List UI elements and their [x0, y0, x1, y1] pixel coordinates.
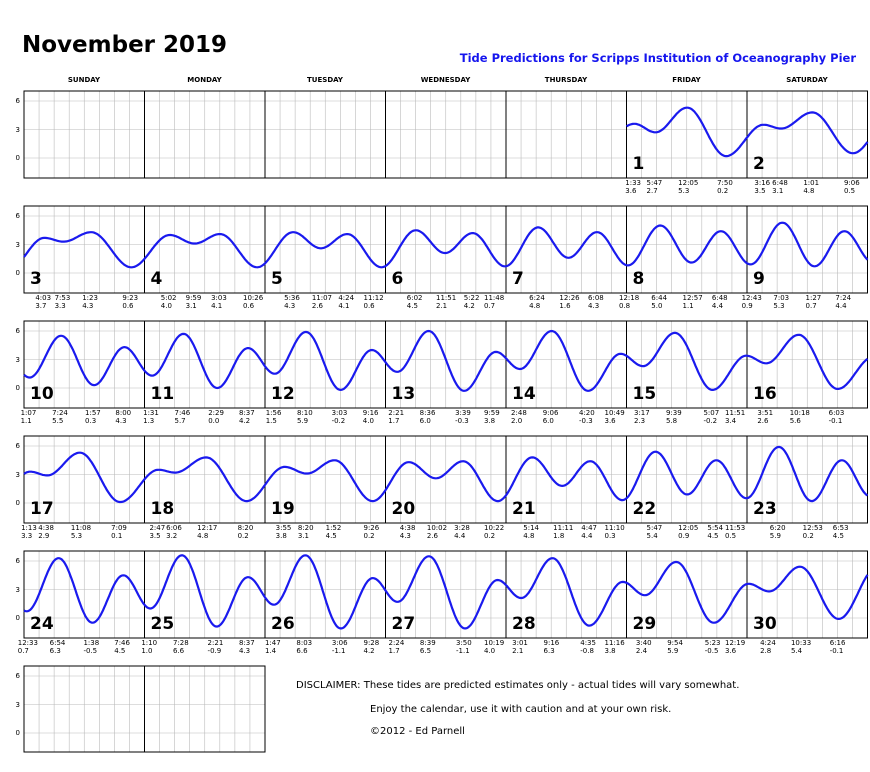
- y-tick-label: 6: [15, 327, 20, 335]
- tide-height: 5.6: [789, 417, 801, 425]
- tide-time: 3:39: [455, 409, 471, 417]
- tide-time: 3:51: [757, 409, 774, 417]
- tide-height: 5.4: [646, 532, 658, 540]
- tide-height: 5.5: [52, 417, 64, 425]
- tide-time: 4:38: [38, 524, 54, 532]
- tide-time: 5:36: [284, 294, 300, 302]
- tide-height: 0.7: [17, 647, 29, 655]
- tide-height: 3.6: [725, 647, 737, 655]
- tide-time: 1:07: [20, 409, 37, 417]
- tide-height: 4.3: [588, 302, 600, 310]
- tide-time: 6:44: [651, 294, 668, 302]
- tide-time: 1:38: [83, 639, 100, 647]
- tide-height: 0.0: [208, 417, 220, 425]
- day-number: 9: [753, 269, 765, 289]
- tide-time: 6:02: [406, 294, 423, 302]
- tide-height: 4.5: [707, 532, 719, 540]
- tide-time: 9:16: [543, 639, 560, 647]
- tide-time: 5:23: [704, 639, 721, 647]
- tide-time: 6:24: [529, 294, 545, 302]
- tide-height: 2.1: [435, 302, 448, 310]
- tide-time: 7:24: [52, 409, 68, 417]
- tide-time: 1:01: [803, 179, 820, 187]
- tide-height: 4.5: [406, 302, 418, 310]
- y-tick-label: 3: [15, 240, 20, 249]
- tide-time: 9:06: [542, 409, 559, 417]
- tide-height: 5.9: [769, 532, 781, 540]
- tide-height: 6.6: [172, 647, 185, 655]
- tide-time: 7:46: [174, 409, 191, 417]
- tide-height: 4.8: [197, 532, 209, 540]
- tide-time: 1:31: [143, 409, 159, 417]
- tide-time: 4:38: [399, 524, 416, 532]
- tide-time: 7:09: [111, 524, 127, 532]
- tide-time: 3:40: [635, 639, 652, 647]
- tide-time: 5:14: [523, 524, 539, 532]
- tide-height: 4.1: [211, 302, 223, 310]
- tide-time: 7:50: [717, 179, 733, 187]
- tide-time: 5:07: [703, 409, 720, 417]
- tide-time: 7:24: [835, 294, 852, 302]
- tide-height: 0.9: [741, 302, 753, 310]
- tide-time: 9:26: [363, 524, 380, 532]
- tide-time: 1:10: [141, 639, 158, 647]
- tide-time: 4:35: [580, 639, 596, 647]
- tide-time: 5:22: [463, 294, 480, 302]
- tide-height: 3.8: [484, 417, 496, 425]
- tide-height: 4.8: [529, 302, 541, 310]
- tide-time: 11:48: [484, 294, 505, 302]
- tide-height: 6.3: [543, 647, 555, 655]
- day-number: 23: [753, 499, 777, 519]
- tide-height: 0.6: [243, 302, 255, 310]
- tide-time: 3:01: [512, 639, 528, 647]
- tide-time: 4:24: [760, 639, 776, 647]
- day-number: 18: [150, 499, 175, 519]
- tide-height: 5.3: [773, 302, 785, 310]
- tide-height: 0.3: [85, 417, 97, 425]
- tide-height: 4.1: [338, 302, 350, 310]
- day-number: 17: [30, 499, 54, 519]
- tide-height: 4.8: [803, 187, 815, 195]
- tide-height: 4.2: [363, 647, 375, 655]
- tide-height: 5.4: [790, 647, 803, 655]
- tide-time: 2:47: [149, 524, 166, 532]
- tide-height: 6.0: [419, 417, 431, 425]
- y-tick-label: 0: [15, 499, 20, 507]
- day-number: 15: [632, 384, 657, 404]
- day-number: 25: [150, 614, 175, 634]
- tide-time: 11:10: [604, 524, 625, 532]
- tide-height: -0.1: [828, 417, 843, 425]
- tide-time: 12:05: [678, 179, 699, 187]
- tide-height: 0.9: [678, 532, 690, 540]
- tide-time: 10:33: [790, 639, 812, 647]
- tide-time: 9:39: [665, 409, 682, 417]
- tide-height: 1.8: [553, 532, 565, 540]
- tide-height: 4.0: [160, 302, 172, 310]
- tide-time: 12:53: [802, 524, 823, 532]
- tide-time: 5:54: [707, 524, 724, 532]
- tide-time: 12:05: [678, 524, 699, 532]
- tide-height: 5.8: [665, 417, 678, 425]
- tide-height: 2.6: [426, 532, 439, 540]
- tide-time: 11:53: [725, 524, 746, 532]
- tide-height: 1.5: [265, 417, 277, 425]
- weekday-label: FRIDAY: [672, 76, 701, 84]
- y-tick-label: 0: [15, 384, 20, 392]
- tide-height: 4.4: [835, 302, 847, 310]
- tide-height: 2.8: [760, 647, 772, 655]
- y-tick-label: 3: [15, 355, 20, 364]
- tide-time: 9:59: [185, 294, 202, 302]
- tide-time: 6:20: [769, 524, 786, 532]
- tide-height: 0.6: [122, 302, 134, 310]
- day-number: 19: [271, 499, 295, 519]
- tide-height: 1.0: [141, 647, 153, 655]
- tide-time: 4:24: [338, 294, 355, 302]
- tide-time: 11:51: [725, 409, 746, 417]
- tide-time: 4:20: [579, 409, 595, 417]
- day-number: 7: [512, 269, 524, 289]
- y-tick-label: 0: [15, 269, 20, 277]
- tide-height: 2.4: [635, 647, 648, 655]
- tide-height: 1.7: [388, 417, 400, 425]
- tide-time: 8:10: [297, 409, 313, 417]
- tide-time: 11:51: [435, 294, 457, 302]
- tide-height: 3.7: [35, 302, 47, 310]
- day-number: 24: [30, 614, 54, 634]
- tide-time: 4:03: [35, 294, 52, 302]
- tide-height: 3.1: [297, 532, 309, 540]
- tide-time: 2:29: [208, 409, 224, 417]
- tide-height: -0.2: [703, 417, 718, 425]
- tide-time: 6:48: [772, 179, 788, 187]
- day-number: 12: [271, 384, 295, 404]
- tide-height: 0.7: [484, 302, 496, 310]
- day-number: 1: [632, 154, 645, 174]
- tide-height: 3.8: [275, 532, 287, 540]
- day-number: 22: [632, 499, 657, 519]
- tide-height: 4.5: [832, 532, 844, 540]
- tide-time: 1:57: [85, 409, 101, 417]
- tide-height: 4.4: [711, 302, 724, 310]
- tide-time: 9:28: [363, 639, 380, 647]
- tide-time: 12:33: [17, 639, 38, 647]
- tide-time: 1:52: [325, 524, 342, 532]
- tide-height: -0.3: [579, 417, 593, 425]
- day-number: 27: [391, 614, 416, 634]
- tide-height: 5.9: [297, 417, 309, 425]
- tide-height: 0.2: [717, 187, 729, 195]
- day-number: 16: [753, 384, 777, 404]
- y-tick-label: 3: [15, 585, 20, 594]
- usage-note: Enjoy the calendar, use it with caution and at your own risk.: [370, 704, 672, 715]
- tide-time: 6:08: [588, 294, 604, 302]
- tide-height: 3.6: [625, 187, 637, 195]
- tide-time: 8:20: [237, 524, 254, 532]
- day-number: 30: [753, 614, 777, 634]
- tide-height: 0.5: [843, 187, 856, 195]
- tide-height: 4.2: [239, 417, 251, 425]
- tide-time: 6:06: [166, 524, 182, 532]
- tide-height: 3.8: [604, 647, 616, 655]
- tide-height: 0.2: [237, 532, 249, 540]
- tide-time: 6:54: [49, 639, 66, 647]
- tide-height: -0.1: [829, 647, 844, 655]
- day-number: 3: [30, 269, 42, 289]
- tide-time: 1:23: [82, 294, 98, 302]
- tide-time: 10:19: [484, 639, 505, 647]
- tide-height: 3.1: [772, 187, 784, 195]
- tide-time: 2:21: [207, 639, 224, 647]
- day-number: 14: [512, 384, 536, 404]
- y-tick-label: 6: [15, 442, 20, 450]
- tide-time: 12:43: [741, 294, 762, 302]
- day-number: 26: [271, 614, 295, 634]
- tide-height: 4.0: [484, 647, 496, 655]
- weekday-label: WEDNESDAY: [420, 76, 471, 84]
- tide-height: 1.4: [264, 647, 277, 655]
- tide-time: 2:24: [388, 639, 405, 647]
- tide-time: 3:16: [754, 179, 771, 187]
- tide-time: 2:21: [388, 409, 405, 417]
- tide-height: -0.8: [580, 647, 594, 655]
- tide-time: 7:53: [54, 294, 71, 302]
- tide-time: 8:37: [239, 639, 255, 647]
- tide-time: 1:33: [625, 179, 642, 187]
- tide-height: 3.5: [754, 187, 766, 195]
- day-number: 29: [632, 614, 657, 634]
- tide-height: 4.2: [463, 302, 475, 310]
- tide-time: 3:50: [455, 639, 472, 647]
- tide-height: 6.3: [49, 647, 61, 655]
- y-tick-label: 0: [15, 154, 20, 162]
- tide-time: 8:36: [419, 409, 436, 417]
- tide-height: 4.3: [399, 532, 411, 540]
- tide-time: 10:18: [789, 409, 810, 417]
- tide-height: 4.8: [523, 532, 535, 540]
- tide-height: 6.0: [542, 417, 554, 425]
- tide-height: 1.1: [682, 302, 694, 310]
- tide-height: 4.4: [454, 532, 466, 540]
- tide-time: 9:06: [843, 179, 860, 187]
- weekday-label: THURSDAY: [544, 76, 588, 84]
- tide-time: 12:18: [619, 294, 640, 302]
- tide-time: 8:20: [297, 524, 314, 532]
- tide-time: 7:28: [172, 639, 189, 647]
- tide-height: 1.1: [20, 417, 32, 425]
- tide-height: 0.2: [802, 532, 814, 540]
- tide-time: 3:17: [633, 409, 650, 417]
- tide-height: 3.2: [166, 532, 178, 540]
- tide-time: 6:53: [832, 524, 849, 532]
- tide-time: 7:46: [114, 639, 130, 647]
- tide-height: 0.2: [484, 532, 496, 540]
- tide-time: 11:07: [311, 294, 332, 302]
- tide-time: 9:16: [362, 409, 379, 417]
- tide-time: 9:59: [484, 409, 500, 417]
- y-tick-label: 3: [15, 700, 20, 709]
- day-number: 2: [753, 154, 765, 174]
- tide-time: 5:47: [646, 179, 663, 187]
- weekday-label: SATURDAY: [786, 76, 828, 84]
- tide-height: 3.4: [725, 417, 737, 425]
- y-tick-label: 6: [15, 672, 20, 680]
- tide-time: 1:56: [265, 409, 282, 417]
- tide-time: 6:16: [829, 639, 846, 647]
- tide-time: 9:23: [122, 294, 139, 302]
- page-title: November 2019: [22, 32, 228, 58]
- tide-height: 2.9: [38, 532, 50, 540]
- tide-time: 11:12: [363, 294, 384, 302]
- tide-height: -0.2: [331, 417, 346, 425]
- y-tick-label: 0: [15, 614, 20, 622]
- tide-height: 4.3: [284, 302, 296, 310]
- tide-time: 4:47: [581, 524, 597, 532]
- tide-time: 11:16: [604, 639, 625, 647]
- tide-height: 1.6: [559, 302, 571, 310]
- tide-height: 3.1: [185, 302, 197, 310]
- y-tick-label: 0: [15, 729, 20, 737]
- tide-height: 4.5: [325, 532, 337, 540]
- tide-time: 9:54: [667, 639, 683, 647]
- tide-height: 0.5: [725, 532, 737, 540]
- tide-time: 3:55: [275, 524, 292, 532]
- day-number: 28: [512, 614, 536, 634]
- tide-height: 2.6: [757, 417, 769, 425]
- day-number: 20: [391, 499, 416, 519]
- tide-time: 10:49: [604, 409, 625, 417]
- y-tick-label: 3: [15, 470, 20, 479]
- tide-height: 0.7: [805, 302, 817, 310]
- tide-time: 11:11: [553, 524, 574, 532]
- weekday-label: TUESDAY: [307, 76, 343, 84]
- day-number: 5: [271, 269, 283, 289]
- disclaimer-text: DISCLAIMER: These tides are predicted estimates only - actual tides will vary somewhat.: [296, 680, 740, 691]
- tide-height: 3.5: [149, 532, 161, 540]
- tide-time: 12:57: [682, 294, 703, 302]
- tide-height: -1.1: [331, 647, 346, 655]
- tide-time: 7:03: [773, 294, 790, 302]
- tide-time: 10:02: [426, 524, 448, 532]
- tide-height: -0.3: [455, 417, 469, 425]
- tide-height: 1.7: [388, 647, 400, 655]
- tide-height: 2.7: [646, 187, 658, 195]
- tide-time: 12:17: [197, 524, 218, 532]
- weekday-label: SUNDAY: [67, 76, 101, 84]
- weekday-label: MONDAY: [187, 76, 222, 84]
- tide-height: 5.7: [174, 417, 186, 425]
- tide-height: 5.3: [678, 187, 690, 195]
- tide-time: 3:06: [331, 639, 348, 647]
- tide-time: 2:48: [511, 409, 527, 417]
- copyright-text: ©2012 - Ed Parnell: [370, 726, 465, 737]
- tide-height: 2.6: [311, 302, 323, 310]
- tide-time: 12:19: [725, 639, 746, 647]
- day-number: 10: [30, 384, 54, 404]
- tide-height: 5.0: [651, 302, 663, 310]
- tide-height: 0.2: [363, 532, 375, 540]
- tide-height: 4.3: [239, 647, 251, 655]
- tide-time: 8:00: [115, 409, 132, 417]
- tide-height: -0.5: [704, 647, 719, 655]
- tide-height: 0.1: [111, 532, 123, 540]
- tide-time: 5:02: [160, 294, 177, 302]
- tide-height: 4.3: [115, 417, 127, 425]
- tide-height: 4.0: [362, 417, 374, 425]
- tide-time: 3:03: [331, 409, 348, 417]
- tide-time: 6:48: [711, 294, 728, 302]
- tide-height: 0.6: [363, 302, 375, 310]
- tide-time: 3:28: [454, 524, 470, 532]
- tide-height: -0.9: [207, 647, 222, 655]
- tide-time: 10:22: [484, 524, 505, 532]
- tide-height: 2.0: [511, 417, 523, 425]
- tide-height: 5.9: [667, 647, 679, 655]
- tide-height: 4.5: [114, 647, 126, 655]
- tide-time: 8:03: [296, 639, 313, 647]
- tide-height: 2.1: [512, 647, 524, 655]
- tide-height: 4.3: [82, 302, 94, 310]
- tide-height: 3.3: [54, 302, 66, 310]
- tide-height: 0.8: [619, 302, 631, 310]
- day-number: 8: [632, 269, 645, 289]
- tide-time: 1:27: [805, 294, 822, 302]
- tide-time: 1:13: [21, 524, 37, 532]
- tide-height: 6.6: [296, 647, 308, 655]
- y-tick-label: 6: [15, 557, 20, 565]
- tide-time: 10:26: [243, 294, 264, 302]
- day-number: 21: [512, 499, 536, 519]
- tide-height: 1.3: [143, 417, 155, 425]
- tide-height: -1.1: [455, 647, 470, 655]
- day-number: 4: [150, 269, 163, 289]
- tide-height: 3.3: [21, 532, 33, 540]
- tide-height: 4.4: [581, 532, 593, 540]
- tide-time: 1:47: [264, 639, 281, 647]
- tide-time: 12:26: [559, 294, 580, 302]
- day-number: 11: [150, 384, 175, 404]
- day-number: 13: [391, 384, 416, 404]
- tide-time: 6:03: [828, 409, 845, 417]
- tide-height: 3.6: [604, 417, 616, 425]
- tide-time: 3:03: [211, 294, 227, 302]
- y-tick-label: 6: [15, 212, 20, 220]
- calendar-subtitle: Tide Predictions for Scripps Institution of Oceanography Pier: [459, 51, 856, 65]
- tide-height: 0.3: [604, 532, 616, 540]
- tide-height: 2.3: [633, 417, 646, 425]
- y-tick-label: 6: [15, 97, 20, 105]
- tide-time: 8:37: [239, 409, 255, 417]
- tide-time: 8:39: [419, 639, 436, 647]
- tide-height: 6.5: [419, 647, 432, 655]
- tide-time: 5:47: [646, 524, 663, 532]
- tide-height: -0.5: [83, 647, 98, 655]
- tide-height: 5.3: [70, 532, 83, 540]
- day-number: 6: [391, 269, 404, 289]
- y-tick-label: 3: [15, 125, 20, 134]
- tide-time: 11:08: [70, 524, 92, 532]
